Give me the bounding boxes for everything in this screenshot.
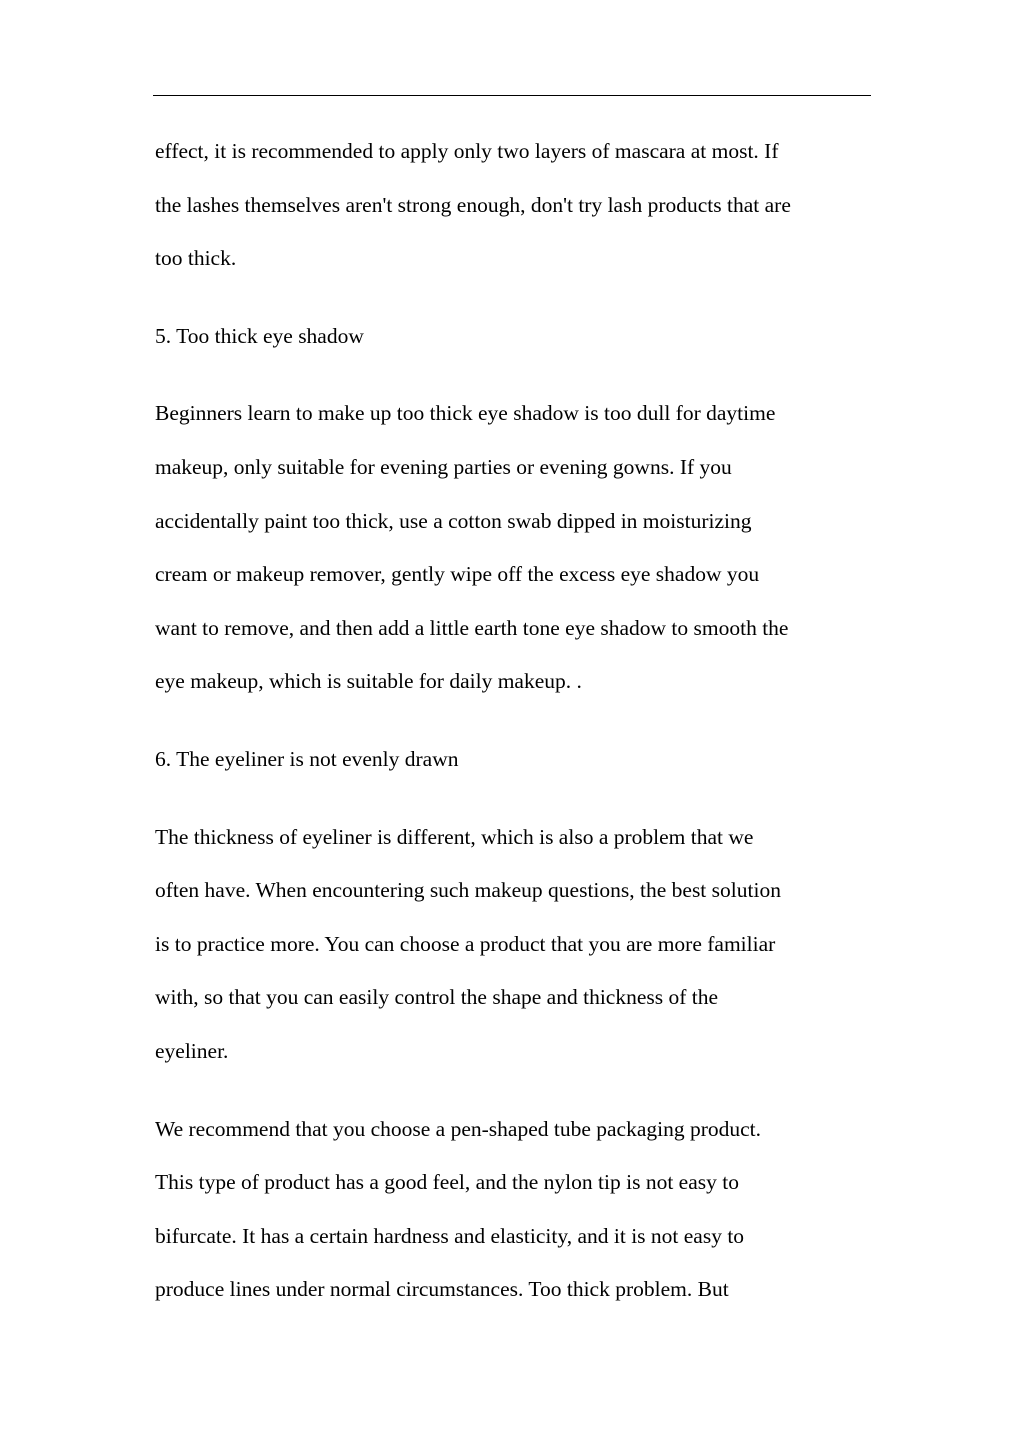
text-line: too thick. xyxy=(155,246,237,271)
text-line: eyeliner. xyxy=(155,1038,229,1063)
text-line: the lashes themselves aren't strong enough, don't try lash products that are xyxy=(155,192,791,217)
text-line: cream or makeup remover, gently wipe off the excess eye shadow you xyxy=(155,562,760,587)
text-line: This type of product has a good feel, and the nylon tip is not easy to xyxy=(155,1170,739,1195)
paragraph-mascara-continued xyxy=(155,125,875,286)
text-line: makeup, only suitable for evening parties or evening gowns. If you xyxy=(155,454,732,479)
text-line: effect, it is recommended to apply only two layers of mascara at most. If xyxy=(155,139,779,163)
section-heading-eyeliner xyxy=(155,733,875,787)
text-line: bifurcate. It has a certain hardness and elasticity, and it is not easy to xyxy=(155,1223,745,1248)
paragraph-pen-shaped-tube xyxy=(155,1103,875,1317)
header-rule xyxy=(153,95,871,96)
document-body xyxy=(155,125,875,1317)
text-line: We recommend that you choose a pen-shaped tube packaging product. xyxy=(155,1116,762,1141)
paragraph-eyeliner-thickness xyxy=(155,811,875,1079)
paragraph-eye-shadow xyxy=(155,387,875,709)
text-line: eye makeup, which is suitable for daily makeup. . xyxy=(155,669,582,694)
section-heading-eye-shadow xyxy=(155,310,875,364)
text-line: want to remove, and then add a little earth tone eye shadow to smooth the xyxy=(155,615,789,640)
text-line: is to practice more. You can choose a product that you are more familiar xyxy=(155,931,776,956)
heading-line: 6. The eyeliner is not evenly drawn xyxy=(155,746,459,771)
text-line: accidentally paint too thick, use a cotton swab dipped in moisturizing xyxy=(155,508,752,533)
text-line: Beginners learn to make up too thick eye shadow is too dull for daytime xyxy=(155,401,776,426)
text-line: The thickness of eyeliner is different, which is also a problem that we xyxy=(155,824,754,849)
text-line: produce lines under normal circumstances. Too thick problem. But xyxy=(155,1277,729,1302)
text-line: with, so that you can easily control the shape and thickness of the xyxy=(155,985,719,1010)
text-line: often have. When encountering such makeup questions, the best solution xyxy=(155,878,781,903)
heading-line: 5. Too thick eye shadow xyxy=(155,323,364,348)
